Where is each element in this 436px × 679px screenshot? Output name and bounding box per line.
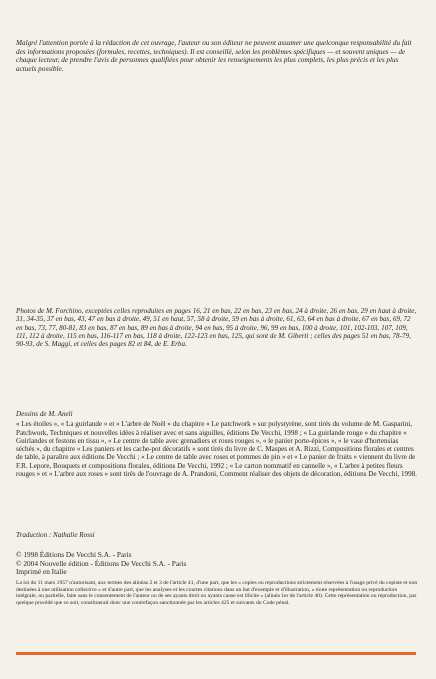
photo-credits-text: Photos de M. Forchino, exceptées celles reproduites en pages 16, 21 en bas, 22 en bas, 23 en bas, 24 à droite, 26 en bas, 29 en haut à droite, 31, 34-35, 37 en bas, 43, 47 en bas à droite, 49, 51 en haut, 57, 58 à droite, 59 en bas à droite, 61, 63, 64 en bas à droite, 67 en bas, 69, 72 en bas, 73, 77, 80-81, 83 en bas, 87 en bas, 89 en bas à droite, 94 en bas, 95 à droite, 96, 99 en bas, 100 à droite, 101, 102-103, 107, 109, 111, 112 à droite, 115 en bas, 116-117 en bas, 118 à droite, 122-123 en bas, 125, qui sont de M. Giberti ; celles des pages 51 en bas, 78-79, 90-93, de S. Maggi, et celles des pages 82 et 84, de E. Erba. <box>16 307 417 349</box>
drawing-credits-heading: Dessins de M. Aneli <box>16 410 73 418</box>
copyright-line-1: © 1998 Éditions De Vecchi S.A. - Paris <box>16 550 132 559</box>
printed-in-line: Imprimé en Italie <box>16 567 67 577</box>
disclaimer-text: Malgré l'attention portée à la rédaction de cet ouvrage, l'auteur ou son éditeur ne peuvent assumer une quelconque responsabilité du fait des informations proposées (formules, recettes, techniques). Il est conseillé, selon les problèmes spécifiques — et souvent uniques — de chaque lecteur, de prendre l'avis de personnes qualifiées pour obtenir les renseignements les plus complets, les plus précis et les plus actuels possible. <box>16 39 412 73</box>
copyright-line-2: © 2004 Nouvelle édition - Éditions De Vecchi S.A. - Paris <box>16 558 187 568</box>
accent-rule <box>16 652 416 655</box>
legal-notice-text: La loi du 11 mars 1957 n'autorisant, aux termes des alinéas 2 et 3 de l'article 41, d'une part, que les « copies ou reproductions strictement réservées à l'usage privé du copiste et non destinées à une utilisation collective » et d'autre part, que les analyses et les courtes citations dans un but d'exemple et d'illustration, « toute représentation ou reproduction intégrale, ou partielle, faite sans le consentement de l'auteur ou de ses ayants droit ou ayants cause est illicite » (alinéa 1er de l'article 40). Cette représentation ou reproduction, par quelque procédé que ce soit, constituerait donc une contrefaçon sanctionnée par les articles 425 et suivants du Code pénal. <box>16 580 418 606</box>
drawing-credits <box>16 410 418 478</box>
photo-credits <box>16 307 418 348</box>
disclaimer-paragraph <box>16 39 418 73</box>
translation-credit-text: Traduction : Nathalie Rossi <box>16 531 95 539</box>
translation-credit <box>16 531 418 539</box>
copyright-block <box>16 551 418 577</box>
legal-notice <box>16 580 418 606</box>
drawing-credits-text: « Les étoiles », « La guirlande » et « L'arbre de Noël » du chapitre « Le patchwork » sur polystyrène, sont tirés du volume de M. Gasparini, Patchwork, Techniques et nouvelles idées à réaliser avec et sans aiguilles, éditions De Vecchi, 1998 ; « La guirlande rouge » du chapitre « Guirlandes et festons en tissu », « Le centre de table avec grenadiers et roses rouges », « le panier porte-épices », « le vase d'hortensias séchés », du chapitre « Les paniers et les cache-pot décoratifs » sont tirés du livre de C. Maspes et A. Rizzi, Compositions florales et centres de table, à paraître aux éditions De Vecchi ; « Le centre de table avec roses et pommes de pin » et « Le panier de fruits » viennent du livre de F.R. Lepore, Bouquets et compositions florales, éditions De Vecchi, 1992 ; « Le carton nommatif en cannelle », « L'arbre à petites fleurs rouges » et « L'arbre aux roses » sont tirés de l'ouvrage de A. Prandoni, Comment réaliser des objets de décoration, éditions De Vecchi, 1998. <box>16 420 417 479</box>
